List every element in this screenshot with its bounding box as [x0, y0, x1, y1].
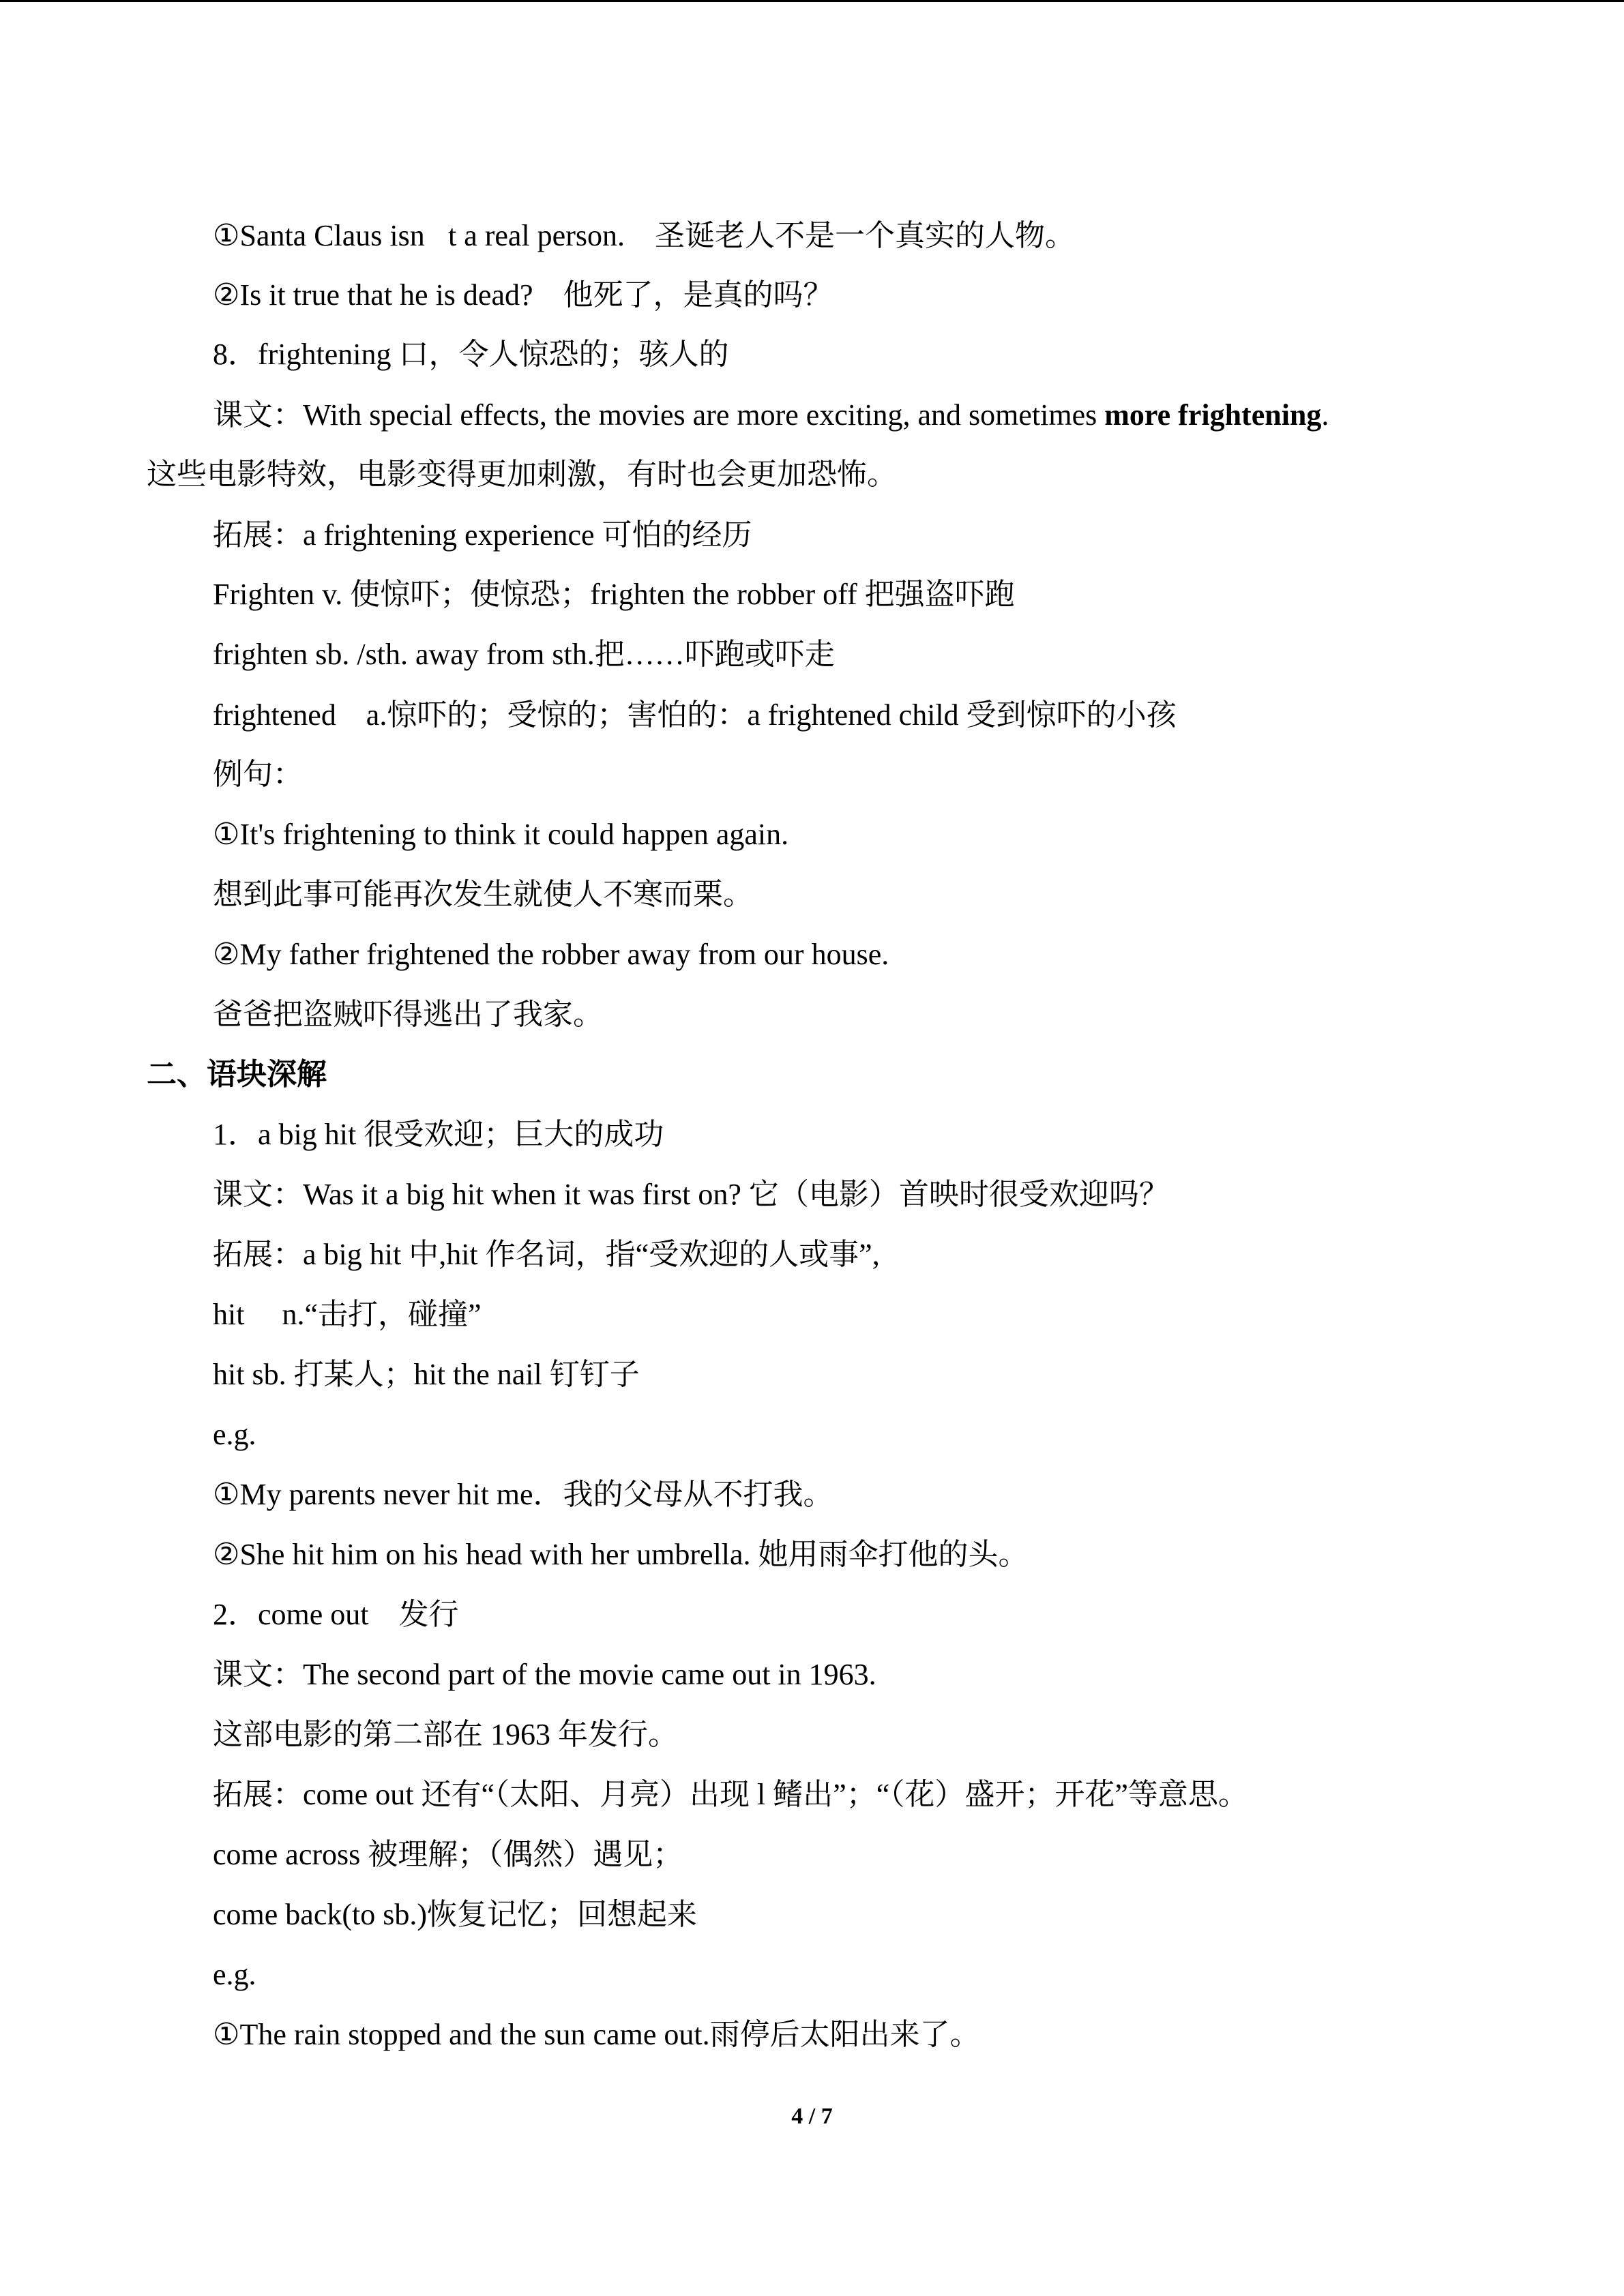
text-line: 例句：	[213, 758, 303, 791]
text-line: frightened a.惊吓的；受惊的；害怕的：a frightened child 受到惊吓的小孩	[213, 698, 1177, 732]
text-line	[213, 395, 1329, 436]
text-line: 拓展：a big hit 中,hit 作名词，指“受欢迎的人或事”,	[213, 1238, 880, 1271]
text-line: ②My father frightened the robber away from our house.	[213, 938, 889, 971]
text-line: ①The rain stopped and the sun came out.雨停后太阳出来了。	[213, 2018, 980, 2051]
text-line: ②She hit him on his head with her umbrella. 她用雨伞打他的头。	[213, 1538, 1029, 1571]
text-line: Frighten v. 使惊吓；使惊恐；frighten the robber off 把强盗吓跑	[213, 578, 1015, 611]
text-line: e.g.	[213, 1418, 256, 1451]
text-line: 拓展：come out 还有“（太阳、月亮）出现 l 鳍出”；“（花）盛开；开花”等意思。	[213, 1778, 1248, 1811]
text-segment: .	[1321, 398, 1329, 432]
text-line: 拓展：a frightening experience 可怕的经历	[213, 518, 752, 552]
text-line: 爸爸把盗贼吓得逃出了我家。	[213, 998, 603, 1031]
text-line: frighten sb. /sth. away from sth.把……吓跑或吓走	[213, 638, 835, 671]
text-line: hit sb. 打某人；hit the nail 钉钉子	[213, 1358, 640, 1391]
bold-term: more frightening	[1104, 398, 1322, 432]
text-line: 课文：Was it a big hit when it was first on? 它（电影）首映时很受欢迎吗？	[213, 1178, 1169, 1211]
text-line: 8．frightening 口，令人惊恐的；骇人的	[213, 338, 729, 371]
text-line: 想到此事可能再次发生就使人不寒而栗。	[213, 878, 753, 911]
section-heading: 二、语块深解	[147, 1058, 327, 1091]
text-line: come back(to sb.)恢复记忆；回想起来	[213, 1898, 697, 1931]
text-segment: 课文：With special effects, the movies are more exciting, and sometimes	[213, 398, 1105, 432]
text-line: 1．a big hit 很受欢迎；巨大的成功	[213, 1118, 664, 1151]
text-line: ①Santa Claus isn t a real person. 圣诞老人不是一个真实的人物。	[213, 219, 1075, 252]
text-line: 这部电影的第二部在 1963 年发行。	[213, 1718, 678, 1751]
text-line: come across 被理解；（偶然）遇见；	[213, 1838, 683, 1871]
text-line: ①My parents never hit me．我的父母从不打我。	[213, 1478, 833, 1511]
text-line: 课文：The second part of the movie came out in 1963.	[213, 1658, 876, 1691]
text-line: e.g.	[213, 1958, 256, 1991]
text-line: hit n.“击打，碰撞”	[213, 1298, 482, 1331]
text-line: ②Is it true that he is dead? 他死了，是真的吗？	[213, 278, 833, 312]
text-line: 2．come out 发行	[213, 1598, 459, 1631]
text-line: ①It's frightening to think it could happen again.	[213, 818, 789, 851]
page-number: 4 / 7	[791, 2104, 833, 2129]
text-line: 这些电影特效，电影变得更加刺激，有时也会更加恐怖。	[147, 458, 897, 491]
